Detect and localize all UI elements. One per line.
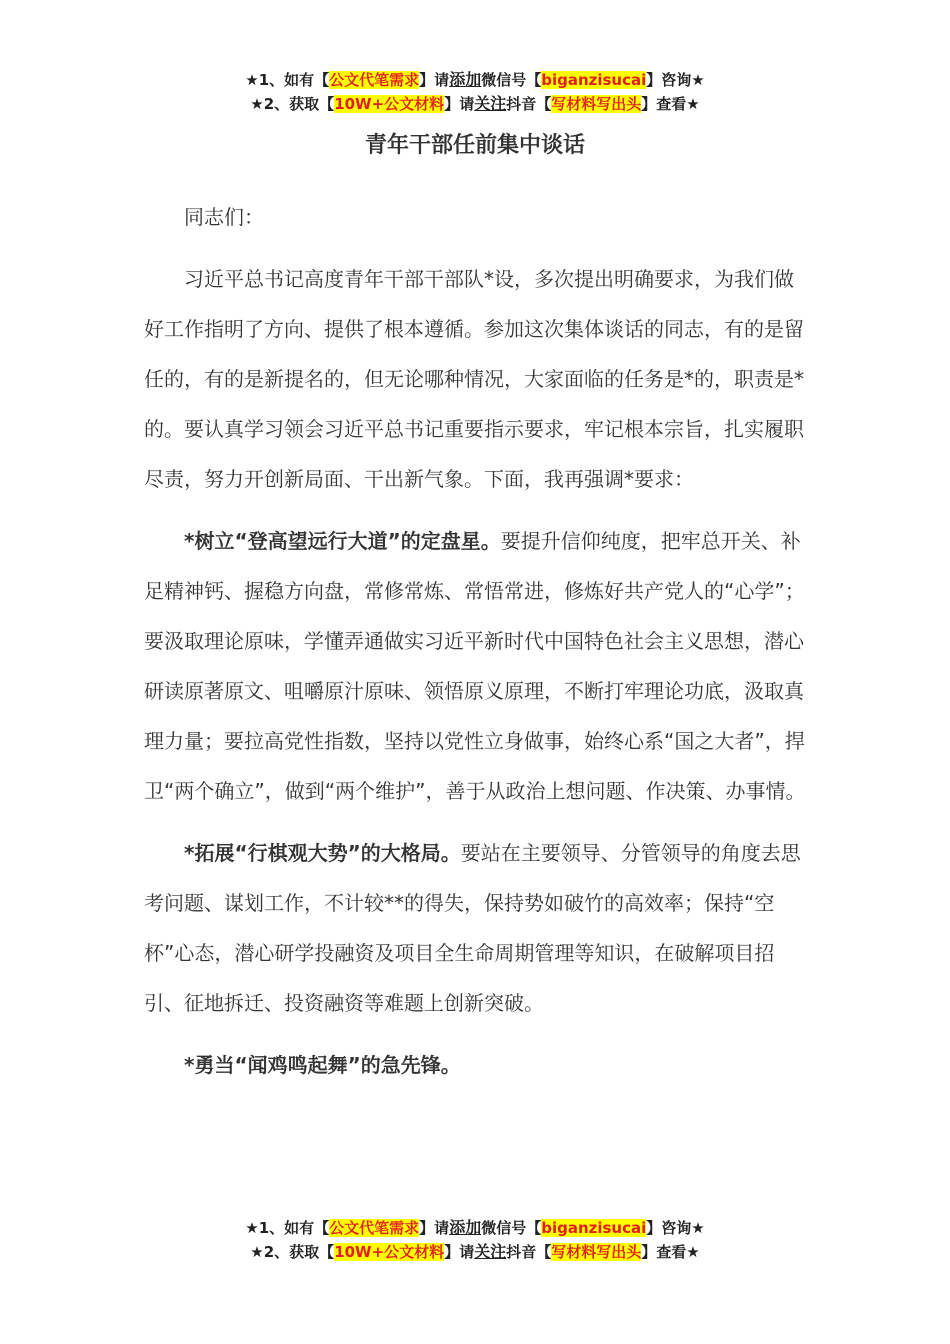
promo-text: ★2、获取【 [250, 95, 335, 113]
promo-text: 】查看★ [641, 1243, 700, 1261]
promo-underline: 关注 [474, 1242, 507, 1261]
promo-text: ★1、如有【 [245, 1219, 330, 1237]
promo-footer [0, 1216, 950, 1264]
section-paragraph [144, 828, 806, 1028]
promo-highlight: 写材料写出头 [551, 1243, 642, 1261]
promo-highlight: 10W+公文材料 [334, 95, 445, 113]
promo-text: 】请 [444, 1243, 475, 1261]
section-paragraph [144, 1040, 806, 1090]
section-heading: *勇当“闻鸡鸣起舞”的急先锋。 [184, 1053, 461, 1077]
promo-text: 抖音【 [506, 95, 552, 113]
section-paragraph [144, 516, 806, 816]
promo-highlight: 公文代笔需求 [329, 1219, 420, 1237]
promo-text: ★2、获取【 [250, 1243, 335, 1261]
promo-text: 微信号【 [481, 1219, 542, 1237]
section-body: 要站在主要领导、分管领导的角度去思考问题、谋划工作，不计较**的得失，保持势如破竹的高效率；保持“空杯”心态，潜心研学投融资及项目全生命周期管理等知识，在破解项目招引、征地拆迁、投资融资等难题上创新突破。 [144, 841, 801, 1015]
promo-highlight: 10W+公文材料 [334, 1243, 445, 1261]
promo-underline: 添加 [449, 70, 482, 89]
promo-line-1 [0, 1216, 950, 1240]
promo-underline: 关注 [474, 94, 507, 113]
promo-highlight: 公文代笔需求 [329, 71, 420, 89]
document-body [144, 192, 806, 1102]
promo-line-2 [0, 92, 950, 116]
section-heading: *树立“登高望远行大道”的定盘星。 [184, 529, 501, 553]
greeting: 同志们： [184, 205, 264, 229]
promo-highlight: biganzisucai [541, 71, 647, 89]
promo-line-1 [0, 68, 950, 92]
promo-line-2 [0, 1240, 950, 1264]
document-title: 青年干部任前集中谈话 [364, 133, 585, 158]
promo-text: 微信号【 [481, 71, 542, 89]
promo-text: 】查看★ [641, 95, 700, 113]
promo-underline: 添加 [449, 1218, 482, 1237]
promo-text: 】咨询★ [646, 71, 705, 89]
promo-text: 】请 [444, 95, 475, 113]
intro-paragraph: 习近平总书记高度青年干部干部队*设，多次提出明确要求，为我们做好工作指明了方向、提供了根本遵循。参加这次集体谈话的同志，有的是留任的，有的是新提名的，但无论哪种情况，大家面临的任务是*的，职责是*的。要认真学习领会习近平总书记重要指示要求，牢记根本宗旨，扎实履职尽责，努力开创新局面、干出新气象。下面，我再强调*要求： [144, 267, 804, 491]
promo-text: 抖音【 [506, 1243, 552, 1261]
promo-text: 】请 [419, 71, 450, 89]
section-heading: *拓展“行棋观大势”的大格局。 [184, 841, 461, 865]
promo-highlight: biganzisucai [541, 1219, 647, 1237]
section-body: 要提升信仰纯度，把牢总开关、补足精神钙、握稳方向盘，常修常炼、常悟常进，修炼好共产党人的“心学”；要汲取理论原味，学懂弄通做实习近平新时代中国特色社会主义思想，潜心研读原著原文、咀嚼原汁原味、领悟原义原理，不断打牢理论功底，汲取真理力量；要拉高党性指数，坚持以党性立身做事，始终心系“国之大者”，捍卫“两个确立”，做到“两个维护”，善于从政治上想问题、作决策、办事情。 [144, 529, 806, 803]
promo-header [0, 68, 950, 116]
promo-text: ★1、如有【 [245, 71, 330, 89]
promo-text: 】咨询★ [646, 1219, 705, 1237]
promo-text: 】请 [419, 1219, 450, 1237]
promo-highlight: 写材料写出头 [551, 95, 642, 113]
